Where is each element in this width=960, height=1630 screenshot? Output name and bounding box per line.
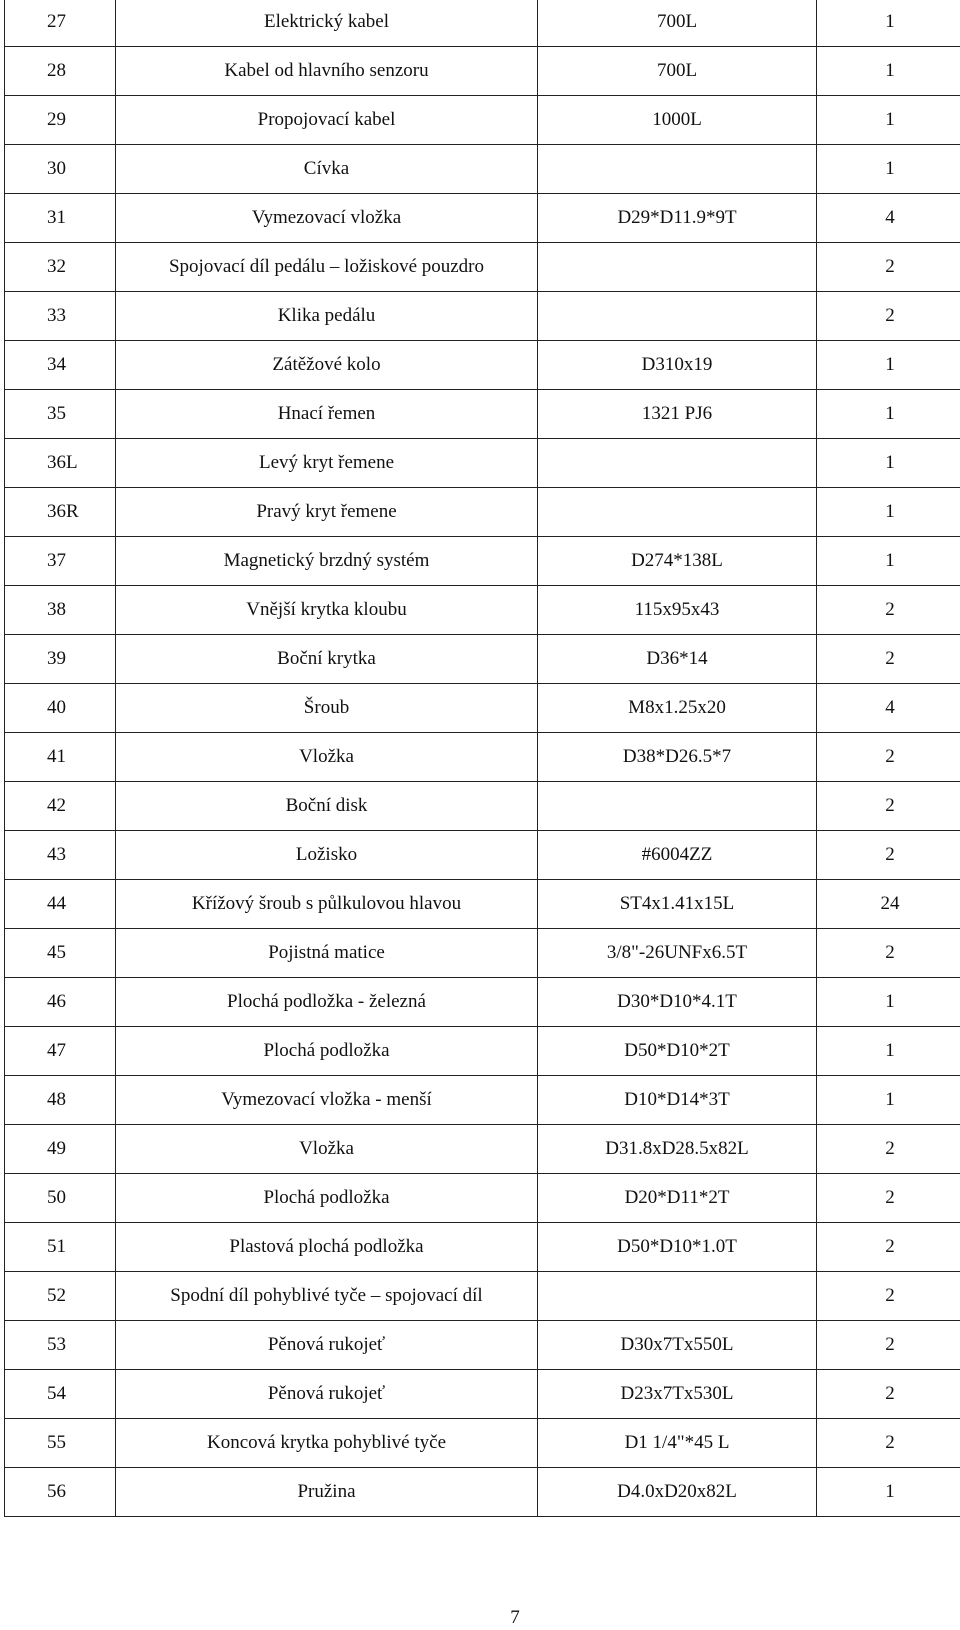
part-number-cell: 48 [5, 1076, 116, 1125]
part-number-cell: 55 [5, 1419, 116, 1468]
table-row [5, 243, 960, 292]
part-number-cell: 40 [5, 684, 116, 733]
part-quantity-cell: 1 [817, 341, 960, 390]
part-number-cell: 27 [5, 0, 116, 47]
part-name-cell: Spodní díl pohyblivé tyče – spojovací díl [116, 1272, 538, 1321]
part-spec-cell: M8x1.25x20 [538, 684, 817, 733]
table-row [5, 1174, 960, 1223]
part-number-cell: 54 [5, 1370, 116, 1419]
part-quantity-cell: 24 [817, 880, 960, 929]
part-quantity-cell: 4 [817, 684, 960, 733]
part-spec-cell: D31.8xD28.5x82L [538, 1125, 817, 1174]
part-name-cell: Ložisko [116, 831, 538, 880]
part-spec-cell [538, 292, 817, 341]
part-quantity-cell: 1 [817, 537, 960, 586]
part-name-cell: Boční disk [116, 782, 538, 831]
part-number-cell: 30 [5, 145, 116, 194]
part-spec-cell: D20*D11*2T [538, 1174, 817, 1223]
part-name-cell: Vložka [116, 1125, 538, 1174]
part-name-cell: Levý kryt řemene [116, 439, 538, 488]
part-spec-cell: 3/8"-26UNFx6.5T [538, 929, 817, 978]
part-name-cell: Propojovací kabel [116, 96, 538, 145]
part-number-cell: 42 [5, 782, 116, 831]
table-row [5, 929, 960, 978]
part-spec-cell: D50*D10*1.0T [538, 1223, 817, 1272]
part-quantity-cell: 1 [817, 0, 960, 47]
part-quantity-cell: 4 [817, 194, 960, 243]
part-spec-cell: 700L [538, 0, 817, 47]
part-number-cell: 29 [5, 96, 116, 145]
part-quantity-cell: 2 [817, 586, 960, 635]
table-row [5, 1468, 960, 1517]
part-number-cell: 43 [5, 831, 116, 880]
part-number-cell: 47 [5, 1027, 116, 1076]
part-name-cell: Plastová plochá podložka [116, 1223, 538, 1272]
part-quantity-cell: 2 [817, 1174, 960, 1223]
table-row [5, 1419, 960, 1468]
part-number-cell: 45 [5, 929, 116, 978]
part-quantity-cell: 2 [817, 1321, 960, 1370]
part-quantity-cell: 2 [817, 635, 960, 684]
table-row [5, 635, 960, 684]
part-spec-cell: #6004ZZ [538, 831, 817, 880]
part-spec-cell: 115x95x43 [538, 586, 817, 635]
part-quantity-cell: 2 [817, 243, 960, 292]
part-quantity-cell: 2 [817, 831, 960, 880]
part-number-cell: 34 [5, 341, 116, 390]
table-row [5, 47, 960, 96]
part-name-cell: Šroub [116, 684, 538, 733]
part-number-cell: 41 [5, 733, 116, 782]
part-name-cell: Pojistná matice [116, 929, 538, 978]
table-row [5, 1272, 960, 1321]
part-quantity-cell: 2 [817, 1272, 960, 1321]
parts-table [4, 0, 960, 1517]
part-name-cell: Pěnová rukojeť [116, 1321, 538, 1370]
part-quantity-cell: 2 [817, 1125, 960, 1174]
part-spec-cell: 1321 PJ6 [538, 390, 817, 439]
table-row [5, 96, 960, 145]
part-spec-cell: 1000L [538, 96, 817, 145]
part-spec-cell [538, 1272, 817, 1321]
part-name-cell: Plochá podložka - železná [116, 978, 538, 1027]
part-name-cell: Magnetický brzdný systém [116, 537, 538, 586]
part-spec-cell: D274*138L [538, 537, 817, 586]
table-row [5, 782, 960, 831]
part-spec-cell: D29*D11.9*9T [538, 194, 817, 243]
table-row [5, 1370, 960, 1419]
part-number-cell: 28 [5, 47, 116, 96]
part-number-cell: 56 [5, 1468, 116, 1517]
part-quantity-cell: 2 [817, 1370, 960, 1419]
part-name-cell: Cívka [116, 145, 538, 194]
part-name-cell: Vložka [116, 733, 538, 782]
table-row [5, 831, 960, 880]
table-row [5, 1321, 960, 1370]
part-name-cell: Spojovací díl pedálu – ložiskové pouzdro [116, 243, 538, 292]
table-row [5, 1027, 960, 1076]
part-number-cell: 53 [5, 1321, 116, 1370]
part-spec-cell: D4.0xD20x82L [538, 1468, 817, 1517]
part-name-cell: Pravý kryt řemene [116, 488, 538, 537]
part-name-cell: Vnější krytka kloubu [116, 586, 538, 635]
part-quantity-cell: 1 [817, 1076, 960, 1125]
part-quantity-cell: 1 [817, 47, 960, 96]
part-quantity-cell: 2 [817, 929, 960, 978]
part-spec-cell [538, 439, 817, 488]
part-name-cell: Plochá podložka [116, 1174, 538, 1223]
part-quantity-cell: 1 [817, 1468, 960, 1517]
part-number-cell: 46 [5, 978, 116, 1027]
part-name-cell: Křížový šroub s půlkulovou hlavou [116, 880, 538, 929]
parts-table-body [5, 0, 960, 1517]
table-row [5, 1125, 960, 1174]
part-quantity-cell: 1 [817, 96, 960, 145]
part-number-cell: 32 [5, 243, 116, 292]
table-row [5, 341, 960, 390]
part-name-cell: Boční krytka [116, 635, 538, 684]
table-row [5, 0, 960, 47]
table-row [5, 194, 960, 243]
part-spec-cell: D30*D10*4.1T [538, 978, 817, 1027]
part-spec-cell: 700L [538, 47, 817, 96]
part-name-cell: Hnací řemen [116, 390, 538, 439]
part-spec-cell: D36*14 [538, 635, 817, 684]
part-quantity-cell: 1 [817, 488, 960, 537]
part-number-cell: 37 [5, 537, 116, 586]
part-number-cell: 39 [5, 635, 116, 684]
part-quantity-cell: 1 [817, 145, 960, 194]
table-row [5, 733, 960, 782]
part-spec-cell: D23x7Tx530L [538, 1370, 817, 1419]
part-spec-cell: D30x7Tx550L [538, 1321, 817, 1370]
part-spec-cell: D1 1/4"*45 L [538, 1419, 817, 1468]
part-name-cell: Koncová krytka pohyblivé tyče [116, 1419, 538, 1468]
part-number-cell: 44 [5, 880, 116, 929]
page-number: 7 [510, 1607, 520, 1628]
table-row [5, 488, 960, 537]
part-name-cell: Vymezovací vložka [116, 194, 538, 243]
table-row [5, 684, 960, 733]
part-number-cell: 52 [5, 1272, 116, 1321]
part-spec-cell [538, 488, 817, 537]
part-spec-cell [538, 782, 817, 831]
part-number-cell: 50 [5, 1174, 116, 1223]
part-number-cell: 36L [5, 439, 116, 488]
table-row [5, 439, 960, 488]
part-spec-cell: D310x19 [538, 341, 817, 390]
part-spec-cell: D50*D10*2T [538, 1027, 817, 1076]
part-name-cell: Vymezovací vložka - menší [116, 1076, 538, 1125]
table-row [5, 586, 960, 635]
part-number-cell: 51 [5, 1223, 116, 1272]
part-spec-cell: D38*D26.5*7 [538, 733, 817, 782]
part-number-cell: 49 [5, 1125, 116, 1174]
part-name-cell: Pružina [116, 1468, 538, 1517]
part-quantity-cell: 2 [817, 292, 960, 341]
part-quantity-cell: 1 [817, 1027, 960, 1076]
part-number-cell: 38 [5, 586, 116, 635]
part-name-cell: Kabel od hlavního senzoru [116, 47, 538, 96]
part-quantity-cell: 1 [817, 390, 960, 439]
part-name-cell: Zátěžové kolo [116, 341, 538, 390]
table-row [5, 145, 960, 194]
part-number-cell: 31 [5, 194, 116, 243]
part-quantity-cell: 2 [817, 1419, 960, 1468]
table-row [5, 978, 960, 1027]
part-number-cell: 35 [5, 390, 116, 439]
part-quantity-cell: 2 [817, 1223, 960, 1272]
part-number-cell: 36R [5, 488, 116, 537]
part-quantity-cell: 2 [817, 782, 960, 831]
part-name-cell: Klika pedálu [116, 292, 538, 341]
part-name-cell: Pěnová rukojeť [116, 1370, 538, 1419]
part-quantity-cell: 2 [817, 733, 960, 782]
table-row [5, 1076, 960, 1125]
table-row [5, 1223, 960, 1272]
part-name-cell: Plochá podložka [116, 1027, 538, 1076]
part-spec-cell [538, 243, 817, 292]
part-quantity-cell: 1 [817, 978, 960, 1027]
part-number-cell: 33 [5, 292, 116, 341]
part-name-cell: Elektrický kabel [116, 0, 538, 47]
part-spec-cell: ST4x1.41x15L [538, 880, 817, 929]
table-row [5, 537, 960, 586]
table-row [5, 292, 960, 341]
table-row [5, 390, 960, 439]
part-spec-cell [538, 145, 817, 194]
part-spec-cell: D10*D14*3T [538, 1076, 817, 1125]
table-row [5, 880, 960, 929]
part-quantity-cell: 1 [817, 439, 960, 488]
